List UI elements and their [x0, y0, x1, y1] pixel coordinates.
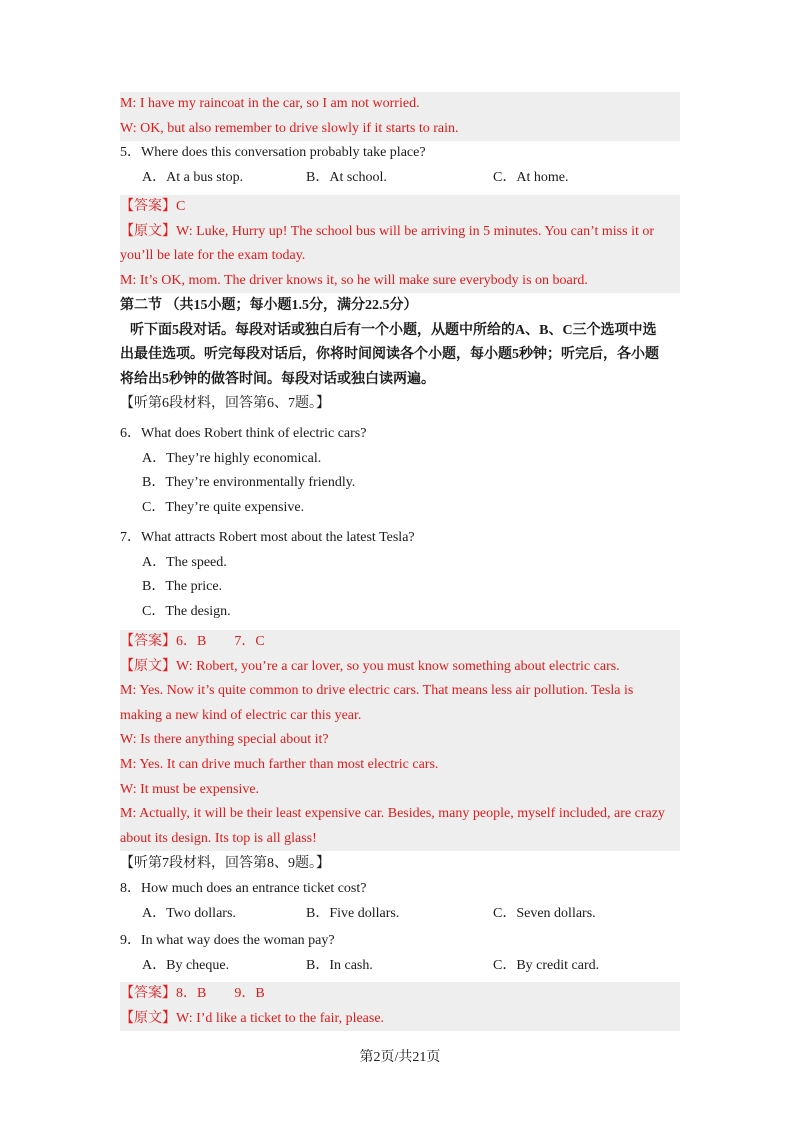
material-7	[120, 852, 680, 877]
option-b: B．The price.	[142, 579, 223, 595]
script-line: M: I have my raincoat in the car, so I am not worried.	[120, 96, 420, 111]
section-2	[120, 294, 680, 417]
option-c: C．The design.	[142, 603, 231, 619]
option-b: B．In cash.	[306, 957, 373, 973]
options-row	[120, 954, 680, 979]
script-line: 【原文】W: Luke, Hurry up! The school bus will be arriving in 5 minutes. You can’t miss it or	[120, 223, 655, 239]
option-a: A．The speed.	[142, 554, 227, 570]
material-heading: 【听第7段材料，回答第8、9题。】	[120, 856, 330, 871]
question-8	[120, 877, 680, 926]
question-5	[120, 141, 680, 190]
question-stem: 7．What attracts Robert most about the latest Tesla?	[120, 530, 415, 545]
answer-line: 【答案】C	[120, 199, 186, 214]
question-stem: 9．In what way does the woman pay?	[120, 933, 335, 948]
script-line: M: Actually, it will be their least expensive car. Besides, many people, myself included, are crazy	[120, 806, 665, 822]
page-number: 第2页/共21页	[359, 1050, 441, 1065]
script-line: 【原文】W: I’d like a ticket to the fair, please.	[120, 1010, 385, 1026]
script-line: about its design. Its top is all glass!	[120, 830, 317, 846]
script-4-block	[120, 92, 680, 141]
option-b: B．They’re environmentally friendly.	[142, 475, 356, 491]
script-line: making a new kind of electric car this year.	[120, 707, 362, 723]
question-7	[120, 526, 680, 624]
answer-5-block	[120, 195, 680, 293]
section-instruction: 听下面5段对话。每段对话或独白后有一个小题，从题中所给的A、B、C三个选项中选	[130, 322, 657, 338]
script-line: W: Is there anything special about it?	[120, 732, 329, 748]
option-c: C．They’re quite expensive.	[142, 499, 305, 515]
question-stem: 5．Where does this conversation probably take place?	[120, 145, 426, 160]
answer-line: 【答案】6．B 7．C	[120, 634, 265, 649]
script-line: 【原文】W: Robert, you’re a car lover, so you must know something about electric cars.	[120, 658, 620, 674]
option-c: C．By credit card.	[493, 957, 600, 973]
option-c: C．Seven dollars.	[493, 905, 596, 921]
script-line: M: Yes. Now it’s quite common to drive electric cars. That means less air pollution. Tesla is	[120, 683, 634, 699]
option-a: A．At a bus stop.	[142, 169, 244, 185]
question-stem: 6．What does Robert think of electric cars?	[120, 426, 367, 441]
script-line: W: OK, but also remember to drive slowly if it starts to rain.	[120, 120, 459, 136]
script-line: W: It must be expensive.	[120, 781, 260, 797]
option-b: B．Five dollars.	[306, 905, 400, 921]
section-instruction: 将给出5秒钟的做答时间。每段对话或独白读两遍。	[120, 371, 435, 387]
question-9	[120, 929, 680, 978]
option-b: B．At school.	[306, 169, 387, 185]
script-line: M: Yes. It can drive much farther than most electric cars.	[120, 756, 439, 772]
script-line: you’ll be late for the exam today.	[120, 248, 306, 264]
option-a: A．Two dollars.	[142, 905, 236, 921]
material-heading: 【听第6段材料，回答第6、7题。】	[120, 396, 330, 412]
question-stem: 8．How much does an entrance ticket cost?	[120, 881, 367, 896]
answer-8-9-block	[120, 982, 680, 1031]
script-line: M: It’s OK, mom. The driver knows it, so he will make sure everybody is on board.	[120, 272, 588, 288]
answer-6-7-block	[120, 630, 680, 851]
options-row	[120, 166, 680, 191]
option-a: A．They’re highly economical.	[142, 450, 322, 466]
options-row	[120, 902, 680, 927]
option-a: A．By cheque.	[142, 957, 230, 973]
section-instruction: 出最佳选项。听完每段对话后，你将时间阅读各个小题，每小题5秒钟；听完后，各小题	[120, 347, 659, 363]
option-c: C．At home.	[493, 169, 569, 185]
answer-line: 【答案】8．B 9．B	[120, 986, 265, 1001]
section-title: 第二节 （共15小题；每小题1.5分，满分22.5分）	[120, 298, 418, 313]
question-6	[120, 422, 680, 520]
